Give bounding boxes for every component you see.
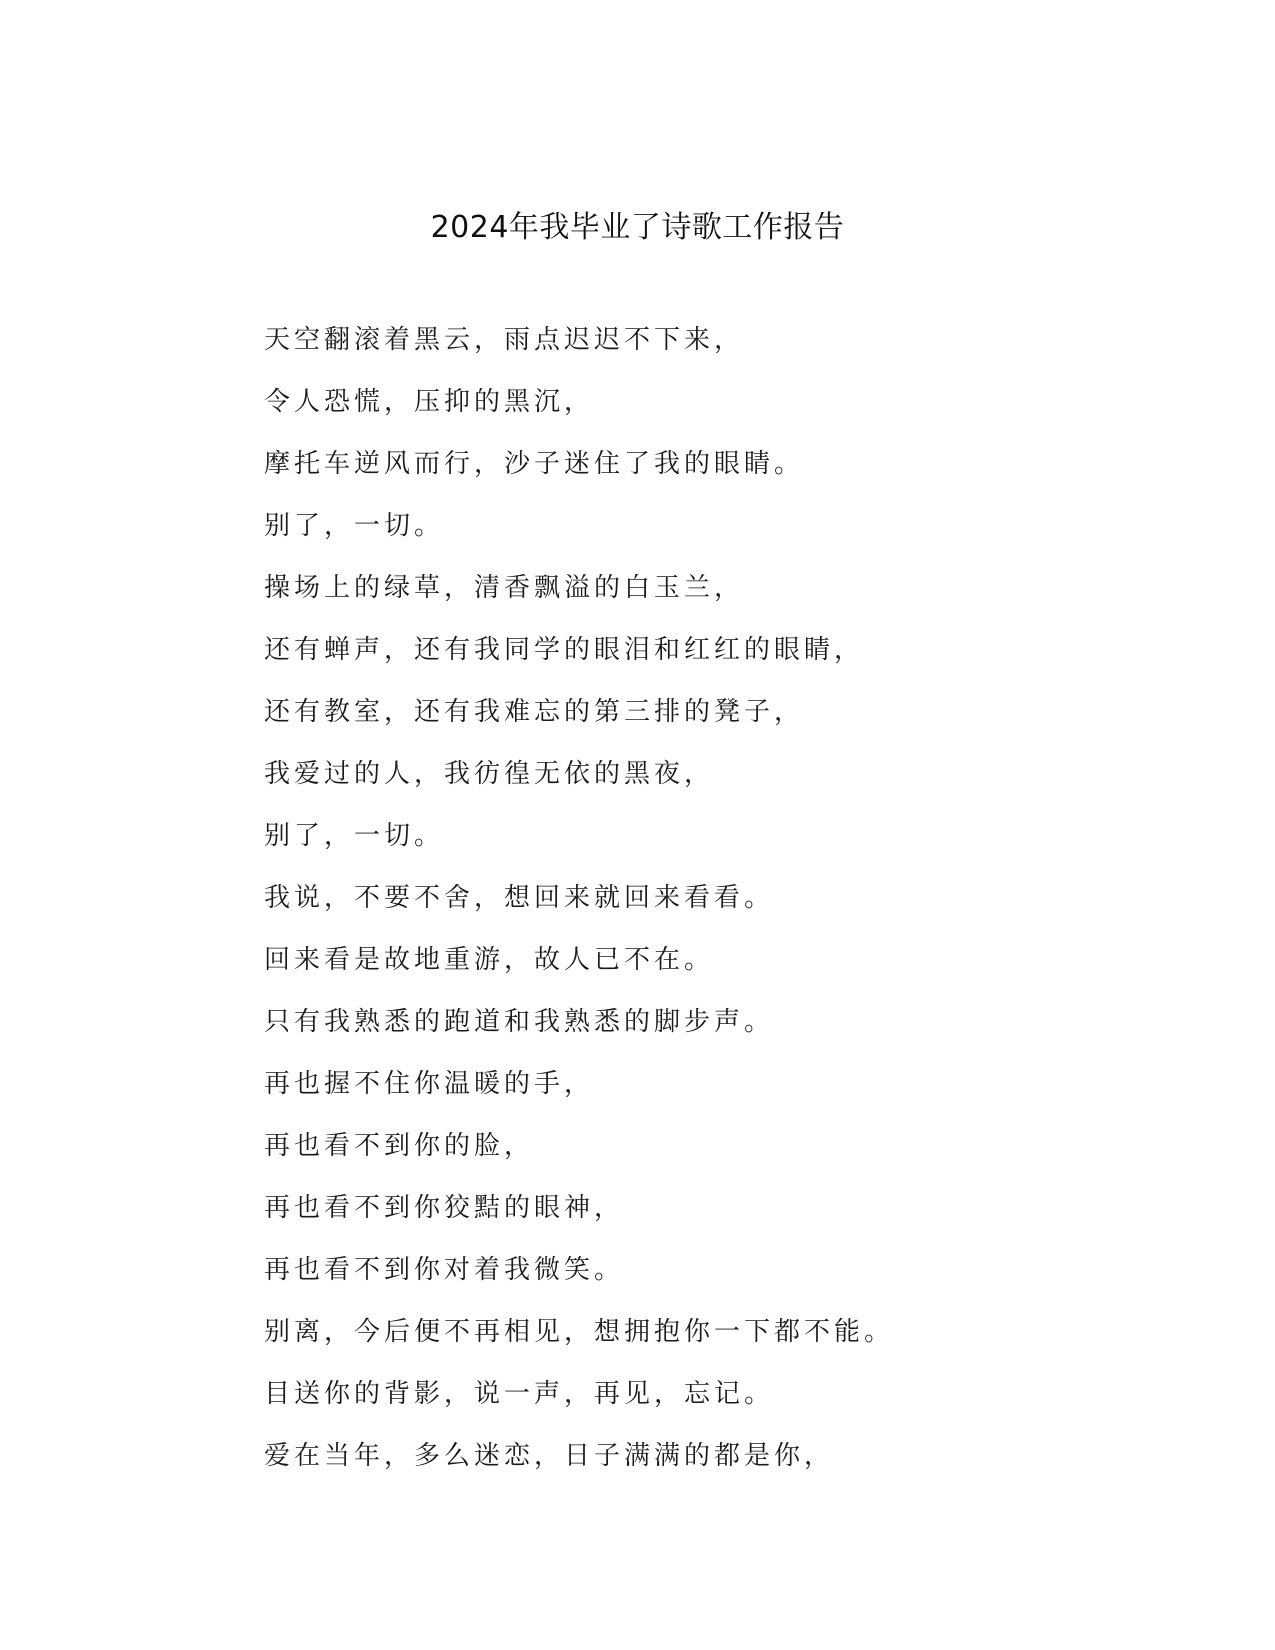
poem-body <box>264 327 1044 1505</box>
poem-line: 令人恐慌，压抑的黑沉， <box>264 387 595 417</box>
poem-line: 别离，今后便不再相见，想拥抱你一下都不能。 <box>264 1317 895 1347</box>
poem-line: 还有蝉声，还有我同学的眼泪和红红的眼睛， <box>264 635 865 665</box>
poem-line: 别了，一切。 <box>264 511 445 541</box>
poem-line: 再也看不到你狡黠的眼神， <box>264 1193 625 1223</box>
poem-line: 目送你的背影，说一声，再见，忘记。 <box>264 1379 775 1409</box>
poem-line: 还有教室，还有我难忘的第三排的凳子， <box>264 697 805 727</box>
poem-line: 操场上的绿草，清香飘溢的白玉兰， <box>264 573 745 603</box>
poem-line: 再也看不到你对着我微笑。 <box>264 1255 625 1285</box>
poem-line: 我爱过的人，我彷徨无依的黑夜， <box>264 759 715 789</box>
poem-line: 天空翻滚着黑云，雨点迟迟不下来， <box>264 325 745 355</box>
poem-line: 别了，一切。 <box>264 821 445 851</box>
poem-line: 再也握不住你温暖的手， <box>264 1069 595 1099</box>
poem-line: 我说，不要不舍，想回来就回来看看。 <box>264 883 775 913</box>
document-title: 2024年我毕业了诗歌工作报告 <box>430 210 845 245</box>
poem-line: 再也看不到你的脸， <box>264 1131 535 1161</box>
poem-line: 只有我熟悉的跑道和我熟悉的脚步声。 <box>264 1007 775 1037</box>
poem-line: 回来看是故地重游，故人已不在。 <box>264 945 715 975</box>
poem-line: 爱在当年，多么迷恋，日子满满的都是你， <box>264 1441 835 1471</box>
poem-line: 摩托车逆风而行，沙子迷住了我的眼睛。 <box>264 449 805 479</box>
